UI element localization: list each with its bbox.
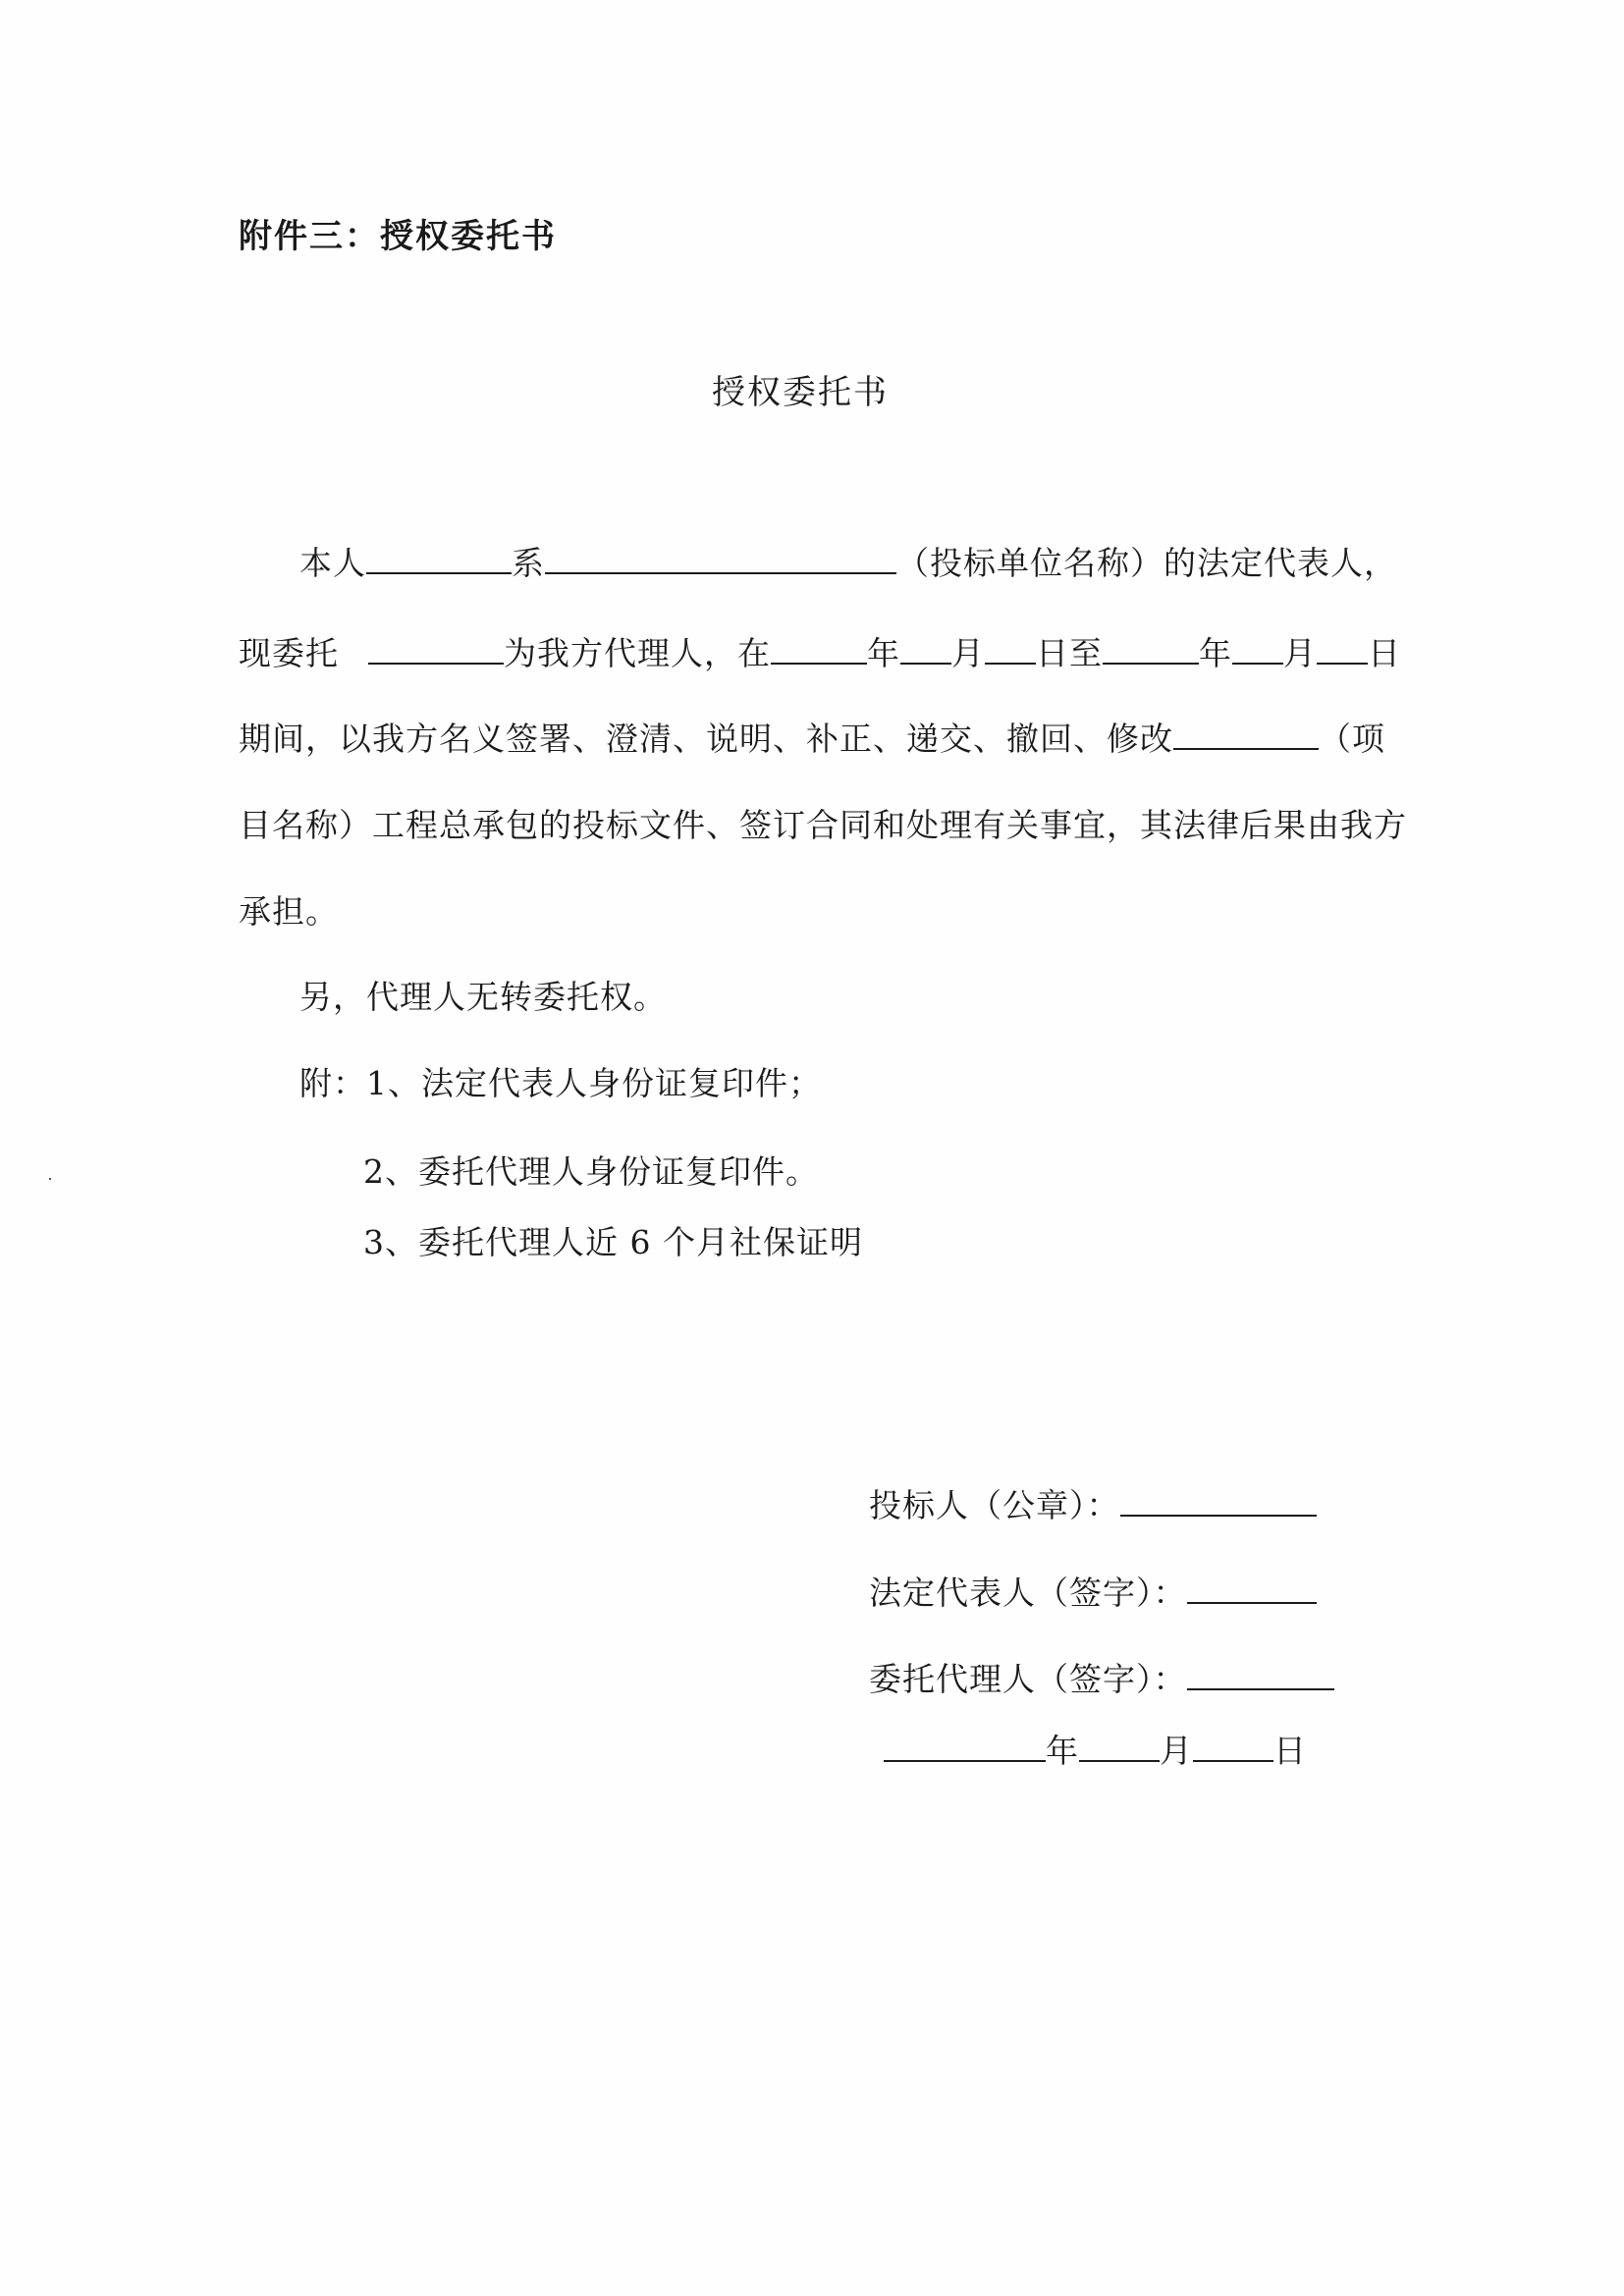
text-segment: 月 xyxy=(951,634,985,672)
sign-year-label: 年 xyxy=(1046,1732,1079,1770)
legal-rep-signature-label: 法定代表人（签字）： xyxy=(869,1574,1187,1612)
body-line-5: 承担。 xyxy=(239,892,339,931)
agent-name-blank xyxy=(368,635,504,665)
signature-date-line xyxy=(884,1726,1307,1772)
sign-day-blank xyxy=(1193,1733,1273,1762)
text-segment: （投标单位名称）的法定代表人， xyxy=(896,544,1397,582)
agent-signature-line xyxy=(869,1654,1334,1700)
text-segment: （项 xyxy=(1319,720,1385,758)
bidder-seal-blank xyxy=(1120,1487,1317,1517)
agent-signature-blank xyxy=(1187,1661,1334,1690)
legal-rep-signature-blank xyxy=(1187,1575,1317,1604)
attachment-item-1: 附：1、法定代表人身份证复印件； xyxy=(299,1064,822,1102)
attachment-item-3: 3、委托代理人近 6 个月社保证明 xyxy=(363,1223,863,1261)
bidder-seal-line xyxy=(869,1480,1317,1526)
text-segment: 月 xyxy=(1283,634,1317,672)
project-name-blank xyxy=(1173,721,1319,750)
text-segment: 年 xyxy=(1199,634,1232,672)
bidder-seal-label: 投标人（公章）： xyxy=(869,1486,1120,1524)
end-day-blank xyxy=(1317,635,1368,665)
company-name-blank xyxy=(545,545,896,574)
end-month-blank xyxy=(1232,635,1283,665)
attachment-item-2: 2、委托代理人身份证复印件。 xyxy=(363,1152,819,1191)
no-subdelegation-note: 另，代理人无转委托权。 xyxy=(299,978,667,1016)
text-segment: 期间，以我方名义签署、澄清、说明、补正、递交、撤回、修改 xyxy=(239,720,1173,758)
body-line-1 xyxy=(299,538,1397,584)
text-segment: 为我方代理人，在 xyxy=(504,634,771,672)
text-segment: 日 xyxy=(1368,634,1401,672)
attachment-heading: 附件三：授权委托书 xyxy=(239,217,557,256)
sign-month-label: 月 xyxy=(1160,1732,1193,1770)
name-blank xyxy=(366,545,512,574)
start-year-blank xyxy=(771,635,867,665)
agent-signature-label: 委托代理人（签字）： xyxy=(869,1660,1187,1698)
sign-month-blank xyxy=(1079,1733,1160,1762)
body-line-4: 目名称）工程总承包的投标文件、签订合同和处理有关事宜，其法律后果由我方 xyxy=(239,806,1407,844)
start-day-blank xyxy=(985,635,1036,665)
text-segment: 系 xyxy=(512,544,545,582)
sign-year-blank xyxy=(884,1733,1046,1762)
sign-day-label: 日 xyxy=(1273,1732,1307,1770)
end-year-blank xyxy=(1103,635,1199,665)
text-segment: 日至 xyxy=(1036,634,1103,672)
legal-rep-signature-line xyxy=(869,1568,1317,1614)
document-title: 授权委托书 xyxy=(712,373,889,412)
text-segment: 本人 xyxy=(299,544,366,582)
body-line-2 xyxy=(239,628,1401,674)
body-line-3 xyxy=(239,714,1385,760)
scan-speck xyxy=(49,1178,51,1180)
text-segment: 年 xyxy=(867,634,900,672)
text-segment: 现委托 xyxy=(239,634,339,672)
start-month-blank xyxy=(900,635,951,665)
